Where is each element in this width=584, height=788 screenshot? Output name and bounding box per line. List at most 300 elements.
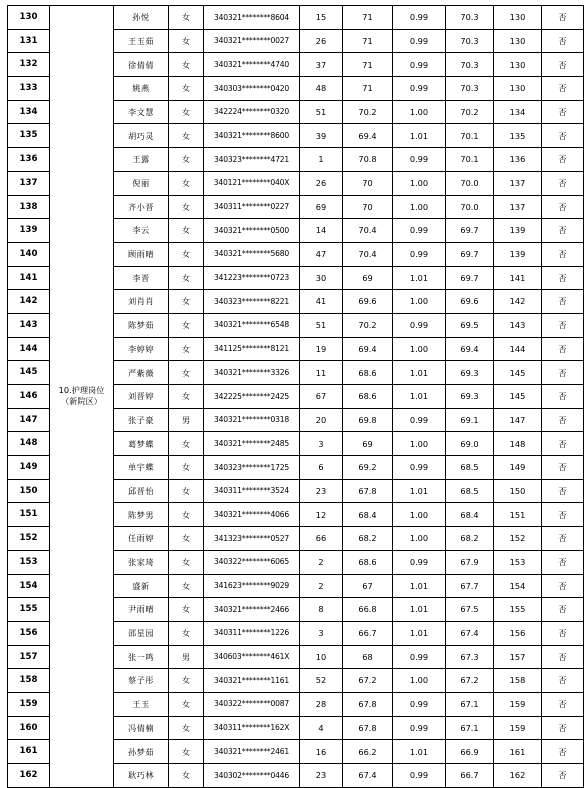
sequence-number: 48	[300, 77, 343, 101]
rank: 139	[494, 219, 542, 243]
gender: 女	[169, 669, 204, 693]
written-score: 70.8	[343, 148, 393, 172]
coefficient: 1.01	[393, 385, 446, 409]
gender: 女	[169, 432, 204, 456]
rank: 139	[494, 242, 542, 266]
id-number: 340321********4740	[204, 53, 300, 77]
qualified-flag: 否	[542, 148, 584, 172]
row-number: 142	[8, 290, 50, 314]
coefficient: 1.01	[393, 574, 446, 598]
row-number: 153	[8, 550, 50, 574]
candidate-name: 陈梦男	[114, 503, 169, 527]
id-number: 340321********8604	[204, 6, 300, 30]
qualified-flag: 否	[542, 290, 584, 314]
written-score: 68.6	[343, 385, 393, 409]
written-score: 69.4	[343, 337, 393, 361]
coefficient: 0.99	[393, 716, 446, 740]
written-score: 69.2	[343, 456, 393, 480]
rank: 159	[494, 692, 542, 716]
id-number: 341623********9029	[204, 574, 300, 598]
final-score: 69.7	[446, 266, 494, 290]
gender: 男	[169, 408, 204, 432]
final-score: 69.0	[446, 432, 494, 456]
candidate-name: 王玉茹	[114, 29, 169, 53]
coefficient: 0.99	[393, 148, 446, 172]
gender: 女	[169, 171, 204, 195]
qualified-flag: 否	[542, 29, 584, 53]
rank: 147	[494, 408, 542, 432]
row-number: 145	[8, 361, 50, 385]
rank: 157	[494, 645, 542, 669]
sequence-number: 10	[300, 645, 343, 669]
rank: 130	[494, 29, 542, 53]
qualified-flag: 否	[542, 716, 584, 740]
rank: 151	[494, 503, 542, 527]
coefficient: 0.99	[393, 219, 446, 243]
final-score: 69.6	[446, 290, 494, 314]
coefficient: 1.00	[393, 337, 446, 361]
table-body	[8, 6, 584, 788]
final-score: 70.3	[446, 6, 494, 30]
qualified-flag: 否	[542, 385, 584, 409]
qualified-flag: 否	[542, 337, 584, 361]
qualified-flag: 否	[542, 124, 584, 148]
rank: 162	[494, 764, 542, 788]
gender: 女	[169, 313, 204, 337]
qualified-flag: 否	[542, 598, 584, 622]
sequence-number: 2	[300, 574, 343, 598]
rank: 145	[494, 361, 542, 385]
row-number: 149	[8, 456, 50, 480]
row-number: 156	[8, 621, 50, 645]
qualified-flag: 否	[542, 503, 584, 527]
qualified-flag: 否	[542, 764, 584, 788]
rank: 156	[494, 621, 542, 645]
candidate-name: 李云	[114, 219, 169, 243]
coefficient: 0.99	[393, 313, 446, 337]
candidate-name: 王玉	[114, 692, 169, 716]
candidate-name: 葛梦蝶	[114, 432, 169, 456]
sequence-number: 3	[300, 621, 343, 645]
written-score: 66.8	[343, 598, 393, 622]
candidate-name: 单宇蝶	[114, 456, 169, 480]
id-number: 341223********0723	[204, 266, 300, 290]
final-score: 67.2	[446, 669, 494, 693]
id-number: 342224********0320	[204, 100, 300, 124]
coefficient: 1.00	[393, 171, 446, 195]
candidate-name: 刘晋婷	[114, 385, 169, 409]
candidate-name: 陈梦茹	[114, 313, 169, 337]
sequence-number: 26	[300, 171, 343, 195]
coefficient: 0.99	[393, 408, 446, 432]
qualified-flag: 否	[542, 432, 584, 456]
coefficient: 0.99	[393, 550, 446, 574]
written-score: 70	[343, 195, 393, 219]
rank: 130	[494, 6, 542, 30]
coefficient: 1.01	[393, 740, 446, 764]
qualified-flag: 否	[542, 171, 584, 195]
final-score: 66.7	[446, 764, 494, 788]
written-score: 71	[343, 29, 393, 53]
qualified-flag: 否	[542, 100, 584, 124]
coefficient: 1.00	[393, 100, 446, 124]
id-number: 340321********5680	[204, 242, 300, 266]
final-score: 67.1	[446, 716, 494, 740]
qualified-flag: 否	[542, 692, 584, 716]
rank: 159	[494, 716, 542, 740]
row-number: 136	[8, 148, 50, 172]
qualified-flag: 否	[542, 669, 584, 693]
gender: 女	[169, 242, 204, 266]
candidate-name: 冯倩楠	[114, 716, 169, 740]
row-number: 150	[8, 479, 50, 503]
coefficient: 1.01	[393, 479, 446, 503]
row-number: 148	[8, 432, 50, 456]
sequence-number: 2	[300, 550, 343, 574]
gender: 女	[169, 266, 204, 290]
id-number: 341323********0527	[204, 527, 300, 551]
sequence-number: 23	[300, 479, 343, 503]
final-score: 69.3	[446, 385, 494, 409]
rank: 145	[494, 385, 542, 409]
rank: 152	[494, 527, 542, 551]
rank: 153	[494, 550, 542, 574]
sequence-number: 6	[300, 456, 343, 480]
final-score: 67.5	[446, 598, 494, 622]
sequence-number: 16	[300, 740, 343, 764]
row-number: 154	[8, 574, 50, 598]
coefficient: 1.00	[393, 527, 446, 551]
row-number: 160	[8, 716, 50, 740]
id-number: 340322********6065	[204, 550, 300, 574]
candidate-name: 尹雨晴	[114, 598, 169, 622]
rank: 130	[494, 53, 542, 77]
final-score: 68.5	[446, 479, 494, 503]
candidate-name: 刘肖肖	[114, 290, 169, 314]
gender: 女	[169, 716, 204, 740]
gender: 女	[169, 53, 204, 77]
candidate-name: 蔡子彤	[114, 669, 169, 693]
rank: 161	[494, 740, 542, 764]
gender: 女	[169, 77, 204, 101]
sequence-number: 28	[300, 692, 343, 716]
rank: 134	[494, 100, 542, 124]
gender: 女	[169, 29, 204, 53]
gender: 女	[169, 740, 204, 764]
candidate-name: 邵星园	[114, 621, 169, 645]
coefficient: 1.01	[393, 598, 446, 622]
written-score: 67.8	[343, 692, 393, 716]
row-number: 130	[8, 6, 50, 30]
rank: 144	[494, 337, 542, 361]
candidate-name: 姚燕	[114, 77, 169, 101]
sequence-number: 37	[300, 53, 343, 77]
id-number: 340321********2461	[204, 740, 300, 764]
id-number: 340603********461X	[204, 645, 300, 669]
written-score: 69	[343, 266, 393, 290]
qualified-flag: 否	[542, 266, 584, 290]
candidate-name: 齐小晋	[114, 195, 169, 219]
qualified-flag: 否	[542, 621, 584, 645]
gender: 女	[169, 503, 204, 527]
candidate-name: 李晋	[114, 266, 169, 290]
gender: 女	[169, 574, 204, 598]
id-number: 340322********0087	[204, 692, 300, 716]
row-number: 133	[8, 77, 50, 101]
final-score: 70.3	[446, 53, 494, 77]
gender: 女	[169, 6, 204, 30]
id-number: 340311********162X	[204, 716, 300, 740]
candidate-name: 李婷婷	[114, 337, 169, 361]
written-score: 71	[343, 53, 393, 77]
final-score: 69.4	[446, 337, 494, 361]
written-score: 66.7	[343, 621, 393, 645]
sequence-number: 26	[300, 29, 343, 53]
sequence-number: 47	[300, 242, 343, 266]
final-score: 66.9	[446, 740, 494, 764]
gender: 女	[169, 195, 204, 219]
coefficient: 1.00	[393, 669, 446, 693]
coefficient: 1.01	[393, 266, 446, 290]
written-score: 71	[343, 77, 393, 101]
gender: 女	[169, 124, 204, 148]
row-number: 151	[8, 503, 50, 527]
id-number: 340311********3524	[204, 479, 300, 503]
sequence-number: 19	[300, 337, 343, 361]
row-number: 137	[8, 171, 50, 195]
row-number: 134	[8, 100, 50, 124]
id-number: 340321********8600	[204, 124, 300, 148]
table-row	[8, 6, 584, 30]
written-score: 71	[343, 6, 393, 30]
coefficient: 1.00	[393, 432, 446, 456]
qualified-flag: 否	[542, 527, 584, 551]
sequence-number: 67	[300, 385, 343, 409]
written-score: 66.2	[343, 740, 393, 764]
id-number: 340321********0027	[204, 29, 300, 53]
row-number: 131	[8, 29, 50, 53]
rank: 150	[494, 479, 542, 503]
row-number: 135	[8, 124, 50, 148]
id-number: 340323********4721	[204, 148, 300, 172]
written-score: 70	[343, 171, 393, 195]
id-number: 340321********0500	[204, 219, 300, 243]
row-number: 141	[8, 266, 50, 290]
row-number: 152	[8, 527, 50, 551]
gender: 女	[169, 692, 204, 716]
written-score: 69.8	[343, 408, 393, 432]
gender: 女	[169, 361, 204, 385]
results-table	[7, 5, 584, 788]
final-score: 68.5	[446, 456, 494, 480]
final-score: 69.7	[446, 242, 494, 266]
post-cell: 10.护理岗位（新院区）	[50, 6, 114, 788]
final-score: 70.1	[446, 148, 494, 172]
gender: 女	[169, 550, 204, 574]
sequence-number: 51	[300, 313, 343, 337]
qualified-flag: 否	[542, 408, 584, 432]
written-score: 70.4	[343, 219, 393, 243]
rank: 148	[494, 432, 542, 456]
row-number: 147	[8, 408, 50, 432]
written-score: 70.2	[343, 313, 393, 337]
rank: 137	[494, 195, 542, 219]
final-score: 69.3	[446, 361, 494, 385]
written-score: 68	[343, 645, 393, 669]
qualified-flag: 否	[542, 77, 584, 101]
written-score: 67.8	[343, 716, 393, 740]
final-score: 70.0	[446, 171, 494, 195]
candidate-name: 张家琦	[114, 550, 169, 574]
qualified-flag: 否	[542, 195, 584, 219]
qualified-flag: 否	[542, 6, 584, 30]
rank: 141	[494, 266, 542, 290]
coefficient: 0.99	[393, 645, 446, 669]
coefficient: 1.01	[393, 621, 446, 645]
id-number: 340321********6548	[204, 313, 300, 337]
row-number: 139	[8, 219, 50, 243]
written-score: 67.8	[343, 479, 393, 503]
final-score: 70.3	[446, 29, 494, 53]
gender: 女	[169, 290, 204, 314]
sequence-number: 14	[300, 219, 343, 243]
id-number: 340321********4066	[204, 503, 300, 527]
gender: 女	[169, 385, 204, 409]
final-score: 67.7	[446, 574, 494, 598]
rank: 142	[494, 290, 542, 314]
id-number: 340311********1226	[204, 621, 300, 645]
final-score: 69.5	[446, 313, 494, 337]
final-score: 67.3	[446, 645, 494, 669]
id-number: 341125********8121	[204, 337, 300, 361]
written-score: 67.2	[343, 669, 393, 693]
sequence-number: 39	[300, 124, 343, 148]
written-score: 67	[343, 574, 393, 598]
rank: 130	[494, 77, 542, 101]
final-score: 67.1	[446, 692, 494, 716]
sequence-number: 3	[300, 432, 343, 456]
qualified-flag: 否	[542, 219, 584, 243]
rank: 143	[494, 313, 542, 337]
candidate-name: 李文慧	[114, 100, 169, 124]
row-number: 132	[8, 53, 50, 77]
coefficient: 1.01	[393, 361, 446, 385]
coefficient: 0.99	[393, 456, 446, 480]
sequence-number: 12	[300, 503, 343, 527]
coefficient: 0.99	[393, 764, 446, 788]
coefficient: 1.00	[393, 290, 446, 314]
row-number: 140	[8, 242, 50, 266]
written-score: 70.4	[343, 242, 393, 266]
written-score: 68.6	[343, 361, 393, 385]
rank: 136	[494, 148, 542, 172]
rank: 149	[494, 456, 542, 480]
final-score: 68.2	[446, 527, 494, 551]
row-number: 146	[8, 385, 50, 409]
sequence-number: 11	[300, 361, 343, 385]
candidate-name: 任雨婷	[114, 527, 169, 551]
qualified-flag: 否	[542, 53, 584, 77]
id-number: 340302********0446	[204, 764, 300, 788]
gender: 男	[169, 645, 204, 669]
gender: 女	[169, 100, 204, 124]
coefficient: 0.99	[393, 242, 446, 266]
candidate-name: 严紫薇	[114, 361, 169, 385]
row-number: 158	[8, 669, 50, 693]
candidate-name: 徐倩倩	[114, 53, 169, 77]
id-number: 340321********1161	[204, 669, 300, 693]
final-score: 68.4	[446, 503, 494, 527]
gender: 女	[169, 479, 204, 503]
sequence-number: 23	[300, 764, 343, 788]
rank: 158	[494, 669, 542, 693]
coefficient: 1.00	[393, 195, 446, 219]
coefficient: 1.00	[393, 503, 446, 527]
final-score: 70.1	[446, 124, 494, 148]
written-score: 67.4	[343, 764, 393, 788]
sequence-number: 20	[300, 408, 343, 432]
qualified-flag: 否	[542, 242, 584, 266]
gender: 女	[169, 527, 204, 551]
rank: 154	[494, 574, 542, 598]
id-number: 340321********2485	[204, 432, 300, 456]
candidate-name: 倪丽	[114, 171, 169, 195]
final-score: 70.0	[446, 195, 494, 219]
row-number: 143	[8, 313, 50, 337]
gender: 女	[169, 764, 204, 788]
final-score: 69.1	[446, 408, 494, 432]
written-score: 68.6	[343, 550, 393, 574]
qualified-flag: 否	[542, 645, 584, 669]
qualified-flag: 否	[542, 550, 584, 574]
id-number: 340121********040X	[204, 171, 300, 195]
final-score: 67.9	[446, 550, 494, 574]
qualified-flag: 否	[542, 361, 584, 385]
id-number: 340323********1725	[204, 456, 300, 480]
sequence-number: 51	[300, 100, 343, 124]
sequence-number: 66	[300, 527, 343, 551]
sequence-number: 41	[300, 290, 343, 314]
sequence-number: 15	[300, 6, 343, 30]
candidate-name: 顾雨晴	[114, 242, 169, 266]
candidate-name: 张一鸣	[114, 645, 169, 669]
sequence-number: 69	[300, 195, 343, 219]
candidate-name: 孙梦茹	[114, 740, 169, 764]
row-number: 157	[8, 645, 50, 669]
id-number: 340321********0318	[204, 408, 300, 432]
written-score: 68.4	[343, 503, 393, 527]
row-number: 162	[8, 764, 50, 788]
gender: 女	[169, 337, 204, 361]
row-number: 161	[8, 740, 50, 764]
qualified-flag: 否	[542, 479, 584, 503]
candidate-name: 孙悦	[114, 6, 169, 30]
row-number: 155	[8, 598, 50, 622]
candidate-name: 胡巧灵	[114, 124, 169, 148]
coefficient: 0.99	[393, 29, 446, 53]
candidate-name: 王露	[114, 148, 169, 172]
id-number: 340303********0420	[204, 77, 300, 101]
id-number: 340321********3326	[204, 361, 300, 385]
id-number: 340311********0227	[204, 195, 300, 219]
id-number: 340323********8221	[204, 290, 300, 314]
candidate-name: 盛新	[114, 574, 169, 598]
row-number: 144	[8, 337, 50, 361]
gender: 女	[169, 219, 204, 243]
written-score: 68.2	[343, 527, 393, 551]
coefficient: 1.01	[393, 124, 446, 148]
sequence-number: 30	[300, 266, 343, 290]
